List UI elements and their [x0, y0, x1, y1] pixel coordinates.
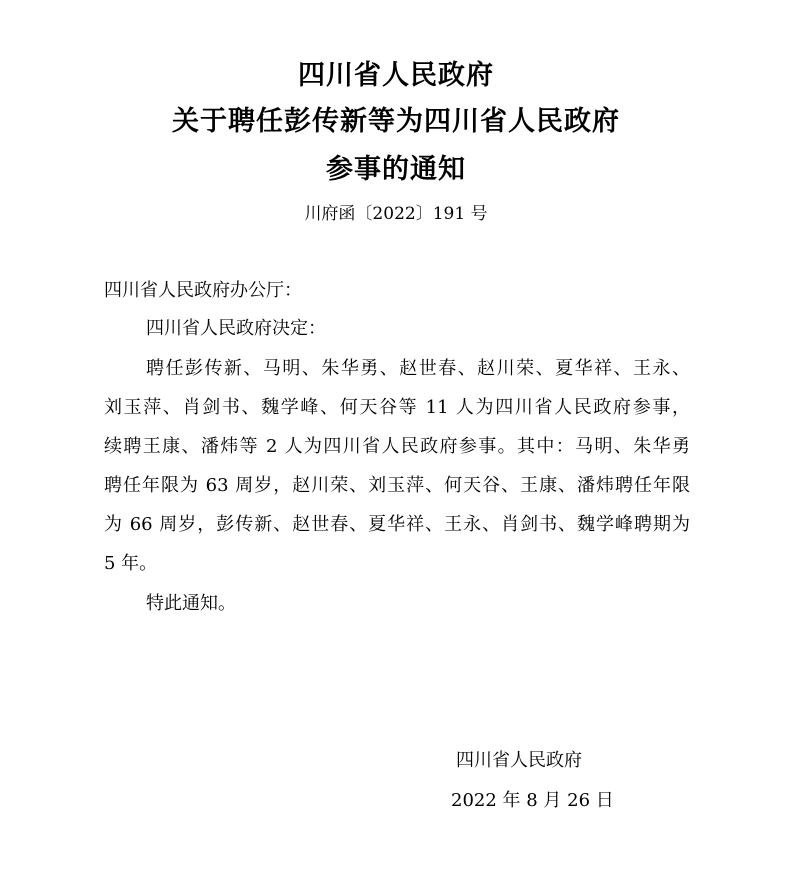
closing-remark: 特此通知。	[146, 593, 236, 614]
title-line-1: 四川省人民政府	[298, 60, 494, 91]
title-line-2: 关于聘任彭传新等为四川省人民政府	[172, 106, 620, 137]
decision-intro: 四川省人民政府决定：	[146, 318, 326, 339]
issue-date: 2022 年 8 月 26 日	[451, 790, 614, 811]
paragraph-line: 5 年。	[104, 553, 158, 574]
paragraph-line: 续聘王康、潘炜等 2 人为四川省人民政府参事。其中：马明、朱华勇	[104, 436, 690, 457]
paragraph-line: 聘任年限为 63 周岁，赵川荣、刘玉萍、何天谷、王康、潘炜聘任年限	[104, 475, 690, 496]
title-line-3: 参事的通知	[326, 154, 466, 185]
document-number: 川府函〔2022〕191 号	[304, 204, 488, 224]
paragraph-line: 刘玉萍、肖剑书、魏学峰、何天谷等 11 人为四川省人民政府参事，	[104, 397, 690, 418]
signer: 四川省人民政府	[456, 750, 582, 771]
salutation: 四川省人民政府办公厅：	[104, 280, 302, 301]
paragraph-line: 为 66 周岁，彭传新、赵世春、夏华祥、王永、肖剑书、魏学峰聘期为	[104, 514, 690, 535]
paragraph-line: 聘任彭传新、马明、朱华勇、赵世春、赵川荣、夏华祥、王永、	[146, 358, 690, 379]
